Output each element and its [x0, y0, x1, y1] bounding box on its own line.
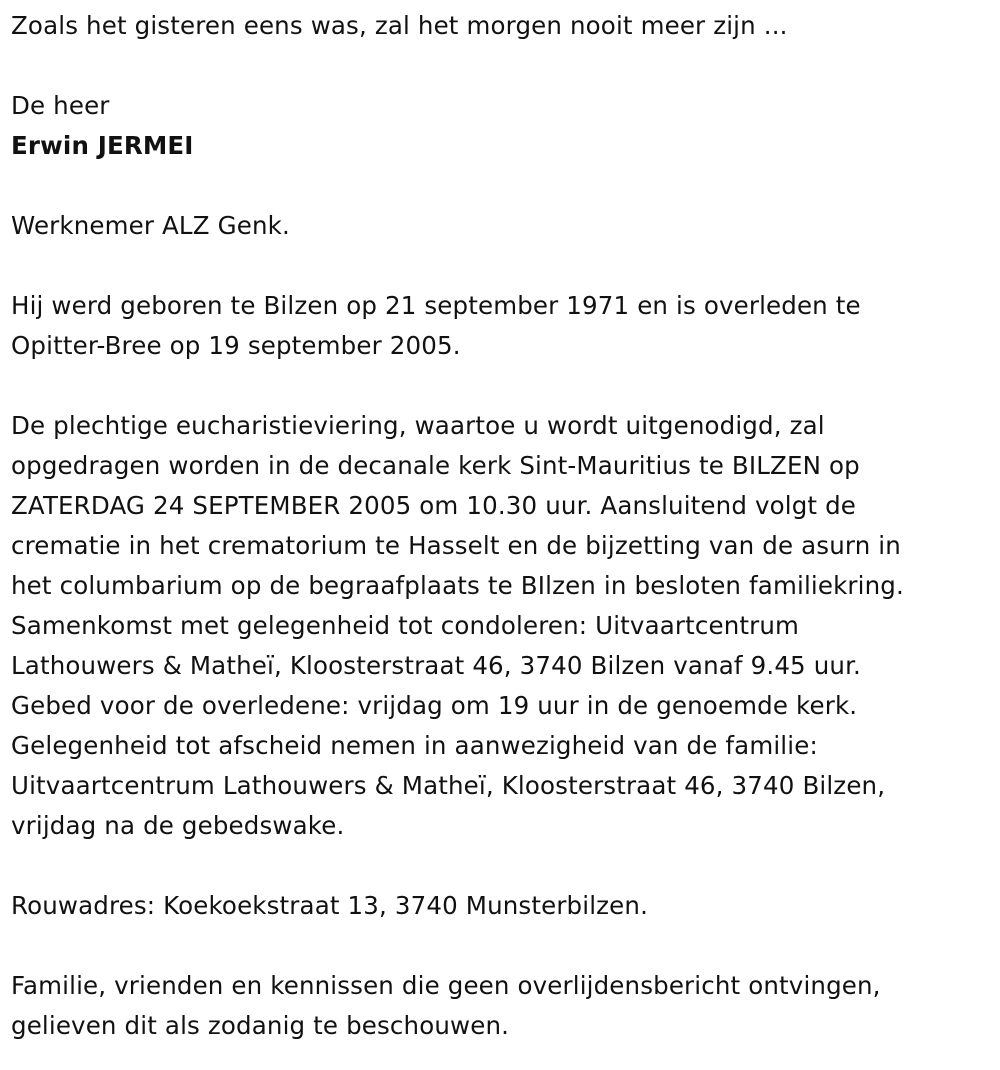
salutation: De heer: [11, 91, 110, 120]
paragraph-line: Gelegenheid tot afscheid nemen in aanwezigheid van de familie:: [11, 731, 818, 760]
paragraph-line: Opitter-Bree op 19 september 2005.: [11, 331, 461, 360]
paragraph-line: Gebed voor de overledene: vrijdag om 19 uur in de genoemde kerk.: [11, 691, 858, 720]
paragraph-line: crematie in het crematorium te Hasselt en de bijzetting van de asurn in: [11, 531, 901, 560]
paragraph-line: Familie, vrienden en kennissen die geen overlijdensbericht ontvingen,: [11, 971, 881, 1000]
spacer: [11, 846, 991, 886]
spacer: [11, 366, 991, 406]
closing-paragraph: [11, 966, 991, 1046]
paragraph-line: Samenkomst met gelegenheid tot condoleren: Uitvaartcentrum: [11, 611, 800, 640]
paragraph-line: gelieven dit als zodanig te beschouwen.: [11, 1011, 510, 1040]
paragraph-line: Uitvaartcentrum Lathouwers & Matheï, Kloosterstraat 46, 3740 Bilzen,: [11, 771, 886, 800]
paragraph-line: Lathouwers & Matheï, Kloosterstraat 46, 3740 Bilzen vanaf 9.45 uur.: [11, 651, 861, 680]
spacer: [11, 46, 991, 86]
occupation: Werknemer ALZ Genk.: [11, 211, 290, 240]
obituary-document: [11, 0, 991, 1046]
birth-death-paragraph: [11, 286, 991, 366]
motto-line: Zoals het gisteren eens was, zal het morgen nooit meer zijn ...: [11, 11, 788, 40]
paragraph-line: vrijdag na de gebedswake.: [11, 811, 345, 840]
paragraph-line: ZATERDAG 24 SEPTEMBER 2005 om 10.30 uur. Aansluitend volgt de: [11, 491, 857, 520]
spacer: [11, 926, 991, 966]
paragraph-line: Hij werd geboren te Bilzen op 21 september 1971 en is overleden te: [11, 291, 861, 320]
ceremony-paragraph: [11, 406, 991, 846]
paragraph-line: opgedragen worden in de decanale kerk Sint-Mauritius te BILZEN op: [11, 451, 860, 480]
deceased-name: Erwin JERMEI: [11, 131, 194, 160]
mourning-address: Rouwadres: Koekoekstraat 13, 3740 Munsterbilzen.: [11, 891, 649, 920]
spacer: [11, 246, 991, 286]
paragraph-line: het columbarium op de begraafplaats te BIlzen in besloten familiekring.: [11, 571, 904, 600]
spacer: [11, 166, 991, 206]
paragraph-line: De plechtige eucharistieviering, waartoe u wordt uitgenodigd, zal: [11, 411, 825, 440]
